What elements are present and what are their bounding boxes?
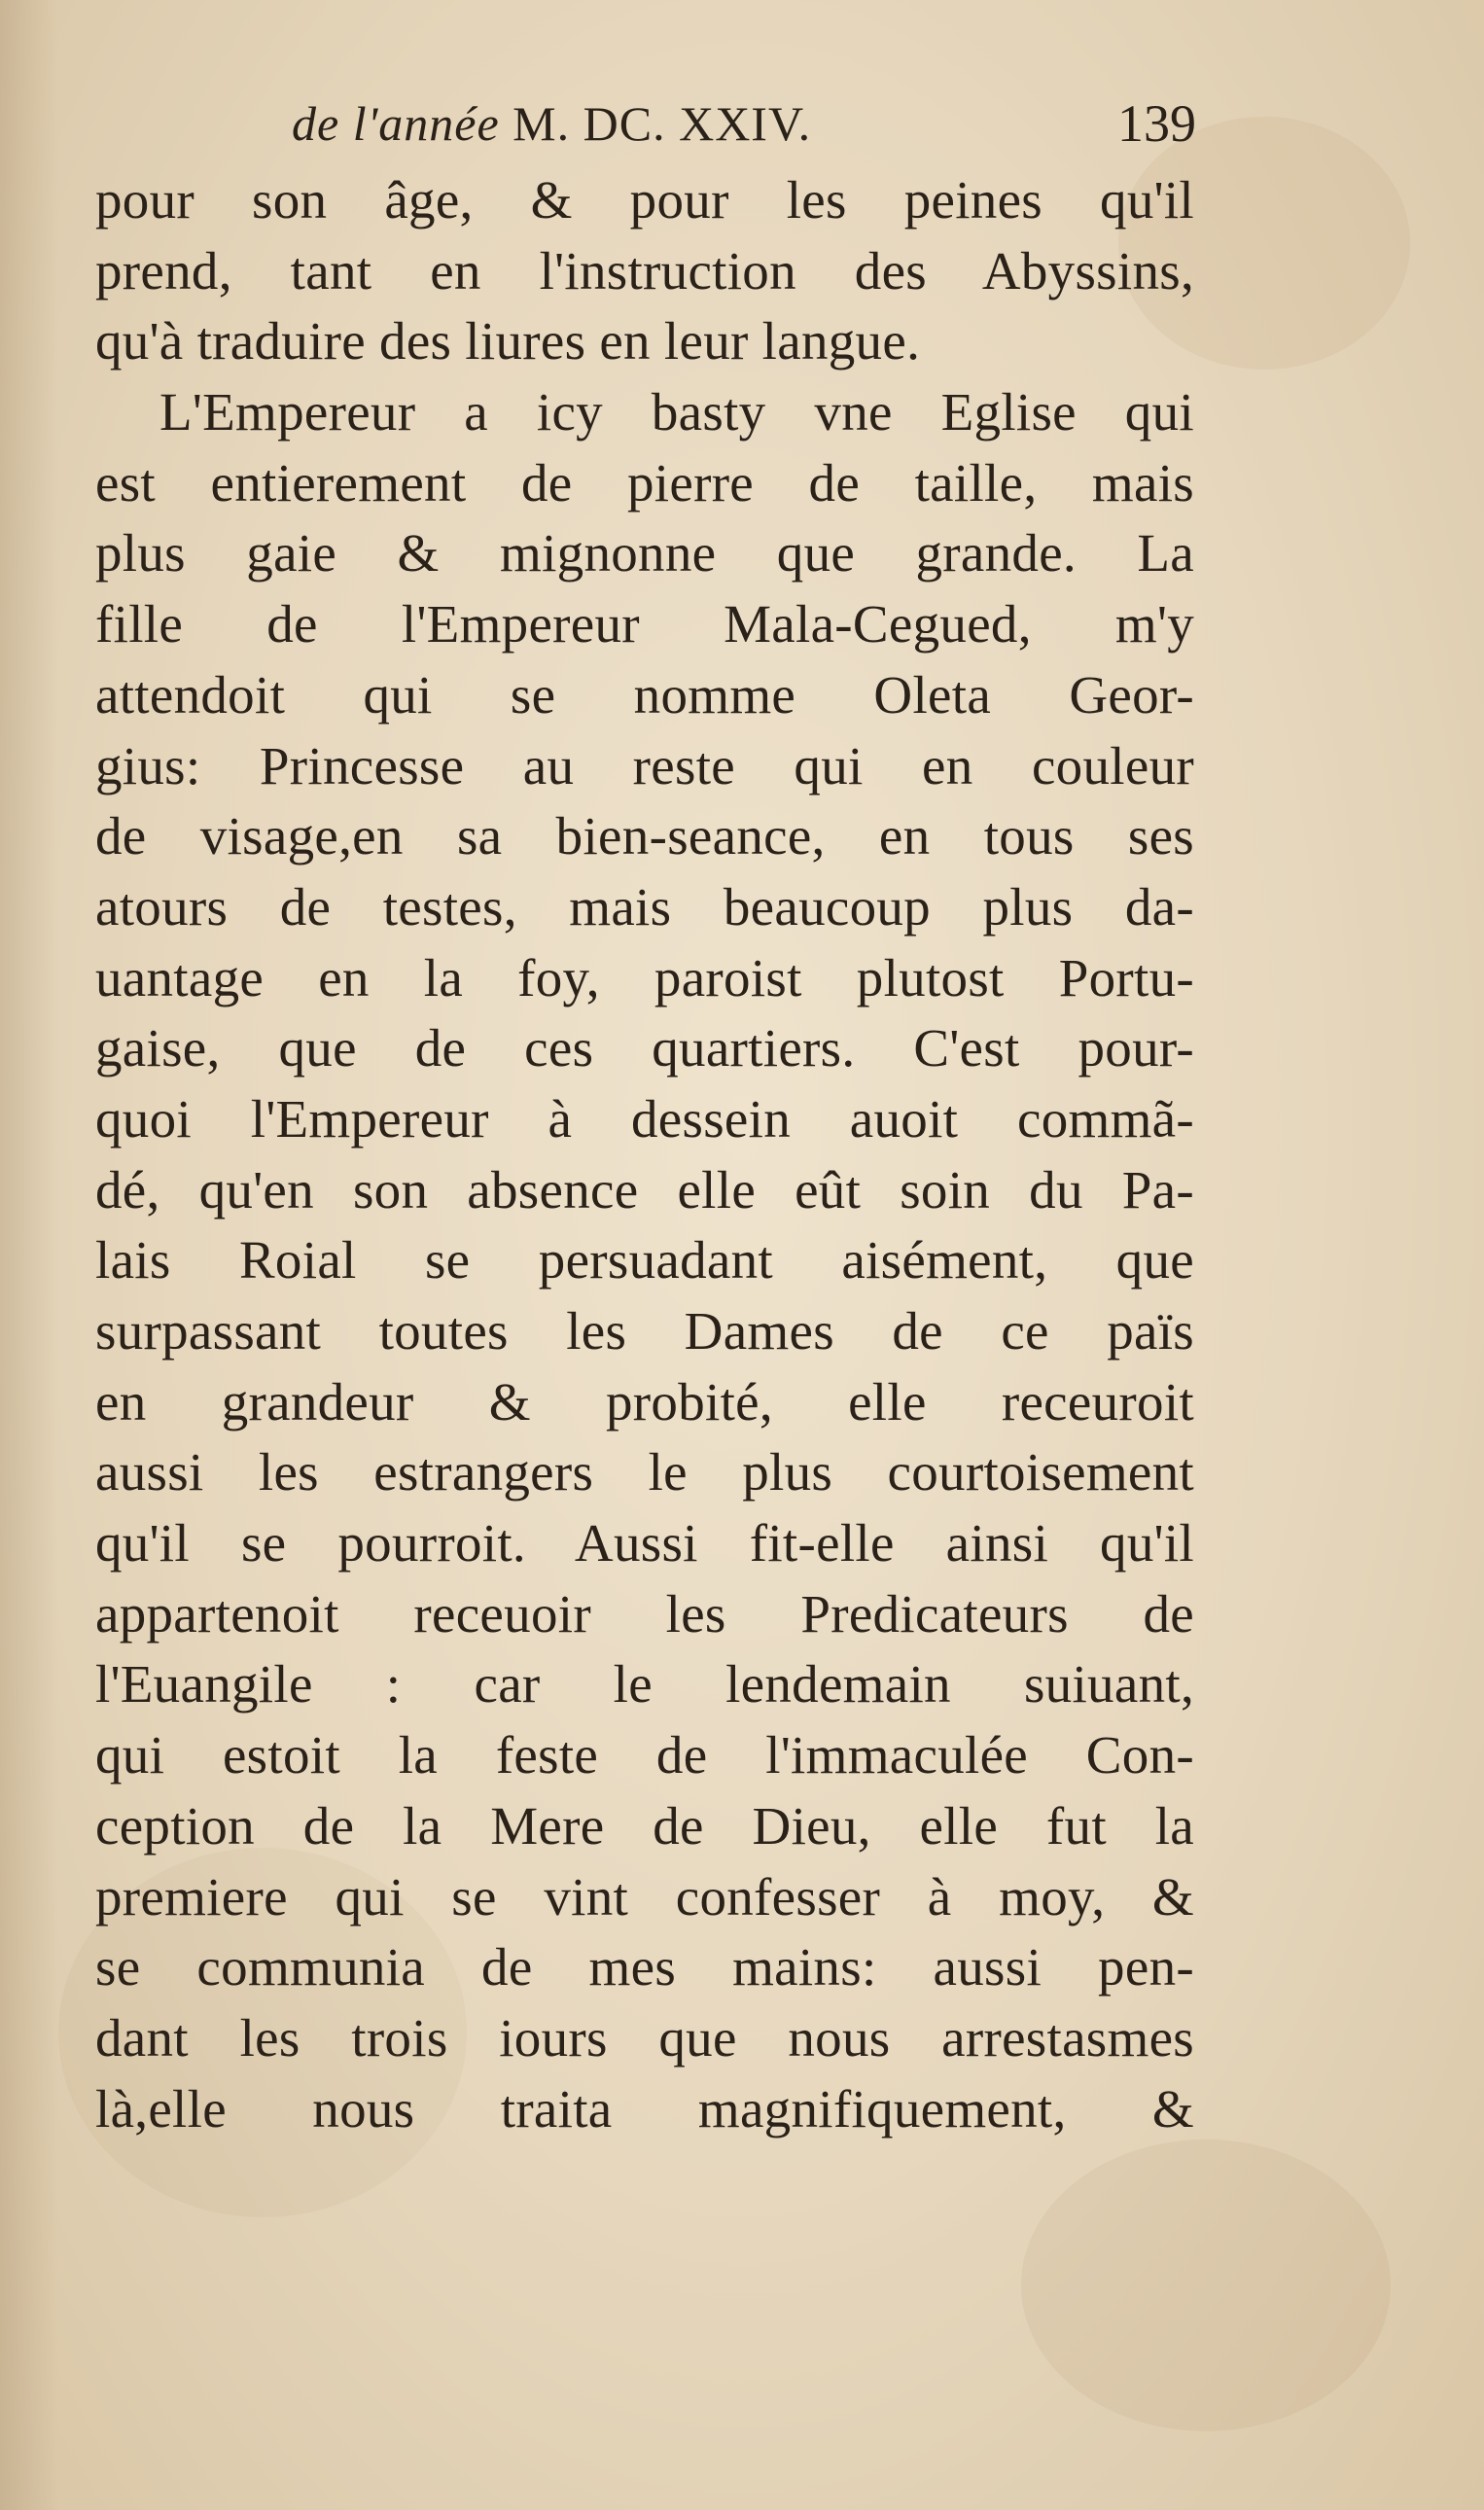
text-line: dant les trois iours que nous arrestasmes [95,2007,1194,2068]
text-line: uantage en la foy, paroist plutost Portu- [95,947,1194,1008]
text-line: de visage,en sa bien-seance, en tous ses [95,806,1194,866]
text-line: gaise, que de ces quartiers. C'est pour- [95,1018,1194,1078]
text-line: qu'à traduire des liures en leur langue. [95,311,921,371]
body-text [95,165,1194,2144]
text-line: là,elle nous traita magnifiquement, & [95,2078,1194,2139]
text-line: dé, qu'en son absence elle eût soin du Pa- [95,1159,1194,1220]
running-title-italic: de l'année [292,96,500,151]
text-line: gius: Princesse au reste qui en couleur [95,735,1194,795]
page-number: 139 [1117,94,1196,153]
text-line: aussi les estrangers le plus courtoisement [95,1442,1194,1502]
text-line: plus gaie & mignonne que grande. La [95,523,1194,583]
text-line: fille de l'Empereur Mala-Cegued, m'y [95,594,1194,654]
text-line: atours de testes, mais beaucoup plus da- [95,876,1194,937]
binding-shadow [0,0,58,2510]
text-line: appartenoit receuoir les Predicateurs de [95,1583,1194,1644]
text-line: l'Euangile : car le lendemain suiuant, [95,1654,1194,1715]
running-head [292,89,1196,158]
text-line: ception de la Mere de Dieu, elle fut la [95,1795,1194,1856]
text-line: prend, tant en l'instruction des Abyssins, [95,240,1194,300]
text-line: qui estoit la feste de l'immaculée Con- [95,1725,1194,1785]
text-line: pour son âge, & pour les peines qu'il [95,170,1194,230]
text-line: en grandeur & probité, elle receuroit [95,1371,1194,1432]
text-line: premiere qui se vint confesser à moy, & [95,1866,1194,1927]
paper-stain [1021,2139,1391,2431]
running-title [292,89,811,158]
text-line: attendoit qui se nomme Oleta Geor- [95,664,1194,725]
text-line: L'Empereur a icy basty vne Eglise qui [159,382,1194,442]
text-line: surpassant toutes les Dames de ce païs [95,1301,1194,1361]
text-line: quoi l'Empereur à dessein auoit commã- [95,1088,1194,1149]
running-title-roman: M. DC. XXIV. [499,96,812,151]
text-line: qu'il se pourroit. Aussi fit-elle ainsi qu'il [95,1513,1194,1573]
text-line: est entierement de pierre de taille, mais [95,452,1194,513]
text-line: lais Roial se persuadant aisément, que [95,1230,1194,1290]
text-line: se communia de mes mains: aussi pen- [95,1937,1194,1997]
